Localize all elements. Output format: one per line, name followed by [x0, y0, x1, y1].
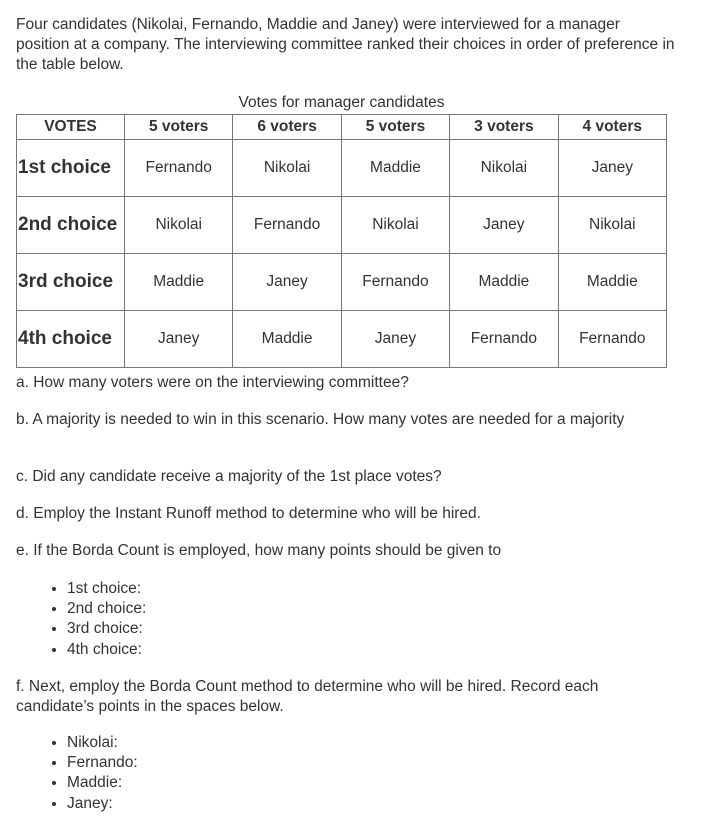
votes-table: [16, 114, 667, 368]
question-c: c. Did any candidate receive a majority of the 1st place votes?: [16, 468, 442, 485]
list-item: • 2nd choice:: [67, 599, 146, 619]
table-header-row: [17, 115, 667, 140]
row-label: 2nd choice: [17, 197, 125, 254]
candidate-points-list: [48, 733, 138, 814]
table-cell: Fernando: [450, 311, 558, 368]
list-item: • Maddie:: [67, 773, 138, 793]
table-row: [17, 140, 667, 197]
row-label: 3rd choice: [17, 254, 125, 311]
table-cell: Maddie: [233, 311, 341, 368]
list-item: • Fernando:: [67, 753, 138, 773]
list-item: • Nikolai:: [67, 733, 138, 753]
header-group-1: 5 voters: [125, 115, 233, 140]
question-d: d. Employ the Instant Runoff method to determine who will be hired.: [16, 505, 481, 522]
table-cell: Janey: [125, 311, 233, 368]
table-cell: Nikolai: [233, 140, 341, 197]
list-item: • 4th choice:: [67, 640, 146, 660]
table-cell: Maddie: [450, 254, 558, 311]
table-row: [17, 197, 667, 254]
header-votes: VOTES: [17, 115, 125, 140]
table-cell: Nikolai: [341, 197, 449, 254]
question-b: b. A majority is needed to win in this scenario. How many votes are needed for a majority: [16, 411, 625, 428]
table-cell: Janey: [558, 140, 666, 197]
header-group-5: 4 voters: [558, 115, 666, 140]
table-cell: Fernando: [125, 140, 233, 197]
table-cell: Fernando: [233, 197, 341, 254]
table-row: [17, 254, 667, 311]
table-cell: Janey: [233, 254, 341, 311]
table-cell: Nikolai: [558, 197, 666, 254]
header-group-3: 5 voters: [341, 115, 449, 140]
table-cell: Nikolai: [450, 140, 558, 197]
table-cell: Maddie: [341, 140, 449, 197]
table-cell: Fernando: [558, 311, 666, 368]
table-row: [17, 311, 667, 368]
question-a: a. How many voters were on the interviewing committee?: [16, 374, 409, 391]
table-cell: Maddie: [125, 254, 233, 311]
table-cell: Maddie: [558, 254, 666, 311]
table-cell: Janey: [341, 311, 449, 368]
list-item: • Janey:: [67, 794, 138, 814]
header-group-2: 6 voters: [233, 115, 341, 140]
table-cell: Janey: [450, 197, 558, 254]
row-label: 1st choice: [17, 140, 125, 197]
borda-points-list: [48, 579, 146, 660]
question-f: f. Next, employ the Borda Count method to determine who will be hired. Record each candidate’s points in the spaces below.: [16, 678, 599, 715]
table-caption: Votes for manager candidates: [238, 94, 445, 111]
list-item: • 1st choice:: [67, 579, 146, 599]
list-item: • 3rd choice:: [67, 619, 146, 639]
table-cell: Fernando: [341, 254, 449, 311]
question-e: e. If the Borda Count is employed, how many points should be given to: [16, 542, 502, 559]
row-label: 4th choice: [17, 311, 125, 368]
intro-paragraph: Four candidates (Nikolai, Fernando, Maddie and Janey) were interviewed for a manager position at a company. The interviewing committee ranked their choices in order of preference in the table below.: [16, 16, 675, 73]
table-cell: Nikolai: [125, 197, 233, 254]
header-group-4: 3 voters: [450, 115, 558, 140]
